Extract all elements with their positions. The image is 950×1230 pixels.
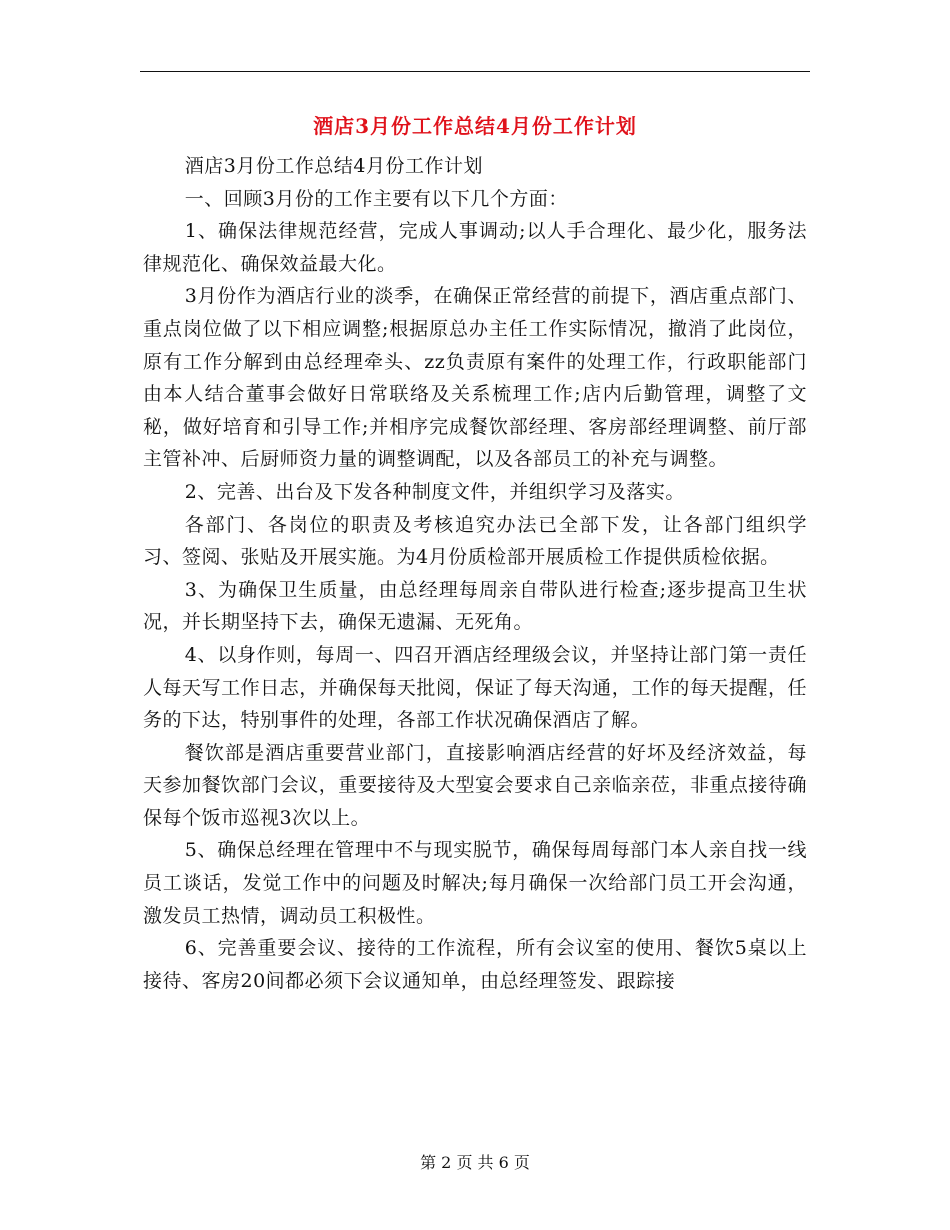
document-body	[143, 150, 807, 997]
paragraph: 各部门、各岗位的职责及考核追究办法已全部下发，让各部门组织学习、签阅、张贴及开展实施。为4月份质检部开展质检工作提供质检依据。	[143, 513, 807, 569]
paragraph: 一、回顾3月份的工作主要有以下几个方面：	[184, 187, 568, 210]
header-divider	[140, 71, 810, 72]
paragraph: 1、确保法律规范经营，完成人事调动;以人手合理化、最少化，服务法律规范化、确保效益最大化。	[143, 220, 807, 275]
page-number-label: 第 2 页 共 6 页	[420, 1153, 530, 1172]
paragraph: 3、为确保卫生质量，由总经理每周亲自带队进行检查;逐步提高卫生状况，并长期坚持下去，确保无遗漏、无死角。	[143, 578, 807, 634]
paragraph: 2、完善、出台及下发各种制度文件，并组织学习及落实。	[184, 480, 685, 503]
page-footer	[140, 1152, 810, 1174]
paragraph: 6、完善重要会议、接待的工作流程，所有会议室的使用、餐饮5桌以上接待、客房20间都必须下会议通知单，由总经理签发、跟踪接	[143, 937, 807, 992]
document-title: 酒店3月份工作总结4月份工作计划	[313, 114, 637, 138]
paragraph: 酒店3月份工作总结4月份工作计划	[184, 155, 483, 177]
paragraph: 4、以身作则，每周一、四召开酒店经理级会议，并坚持让部门第一责任人每天写工作日志，并确保每天批阅，保证了每天沟通，工作的每天提醒，任务的下达，特别事件的处理，各部工作状况确保酒店了解。	[143, 643, 807, 732]
paragraph: 餐饮部是酒店重要营业部门，直接影响酒店经营的好坏及经济效益，每天参加餐饮部门会议，重要接待及大型宴会要求自己亲临亲莅，非重点接待确保每个饭市巡视3次以上。	[143, 741, 807, 829]
paragraph: 5、确保总经理在管理中不与现实脱节，确保每周每部门本人亲自找一线员工谈话，发觉工作中的问题及时解决;每月确保一次给部门员工开会沟通，激发员工热情，调动员工积极性。	[143, 839, 807, 927]
paragraph: 3月份作为酒店行业的淡季，在确保正常经营的前提下，酒店重点部门、重点岗位做了以下相应调整;根据原总办主任工作实际情况，撤消了此岗位，原有工作分解到由总经理牵头、zz负责原有案件的处理工作，行政职能部门由本人结合董事会做好日常联络及关系梳理工作;店内后勤管理，调整了文秘，做好培育和引导工作;并相序完成餐饮部经理、客房部经理调整、前厅部主管补冲、后厨师资力量的调整调配，以及各部员工的补充与调整。	[143, 285, 807, 471]
